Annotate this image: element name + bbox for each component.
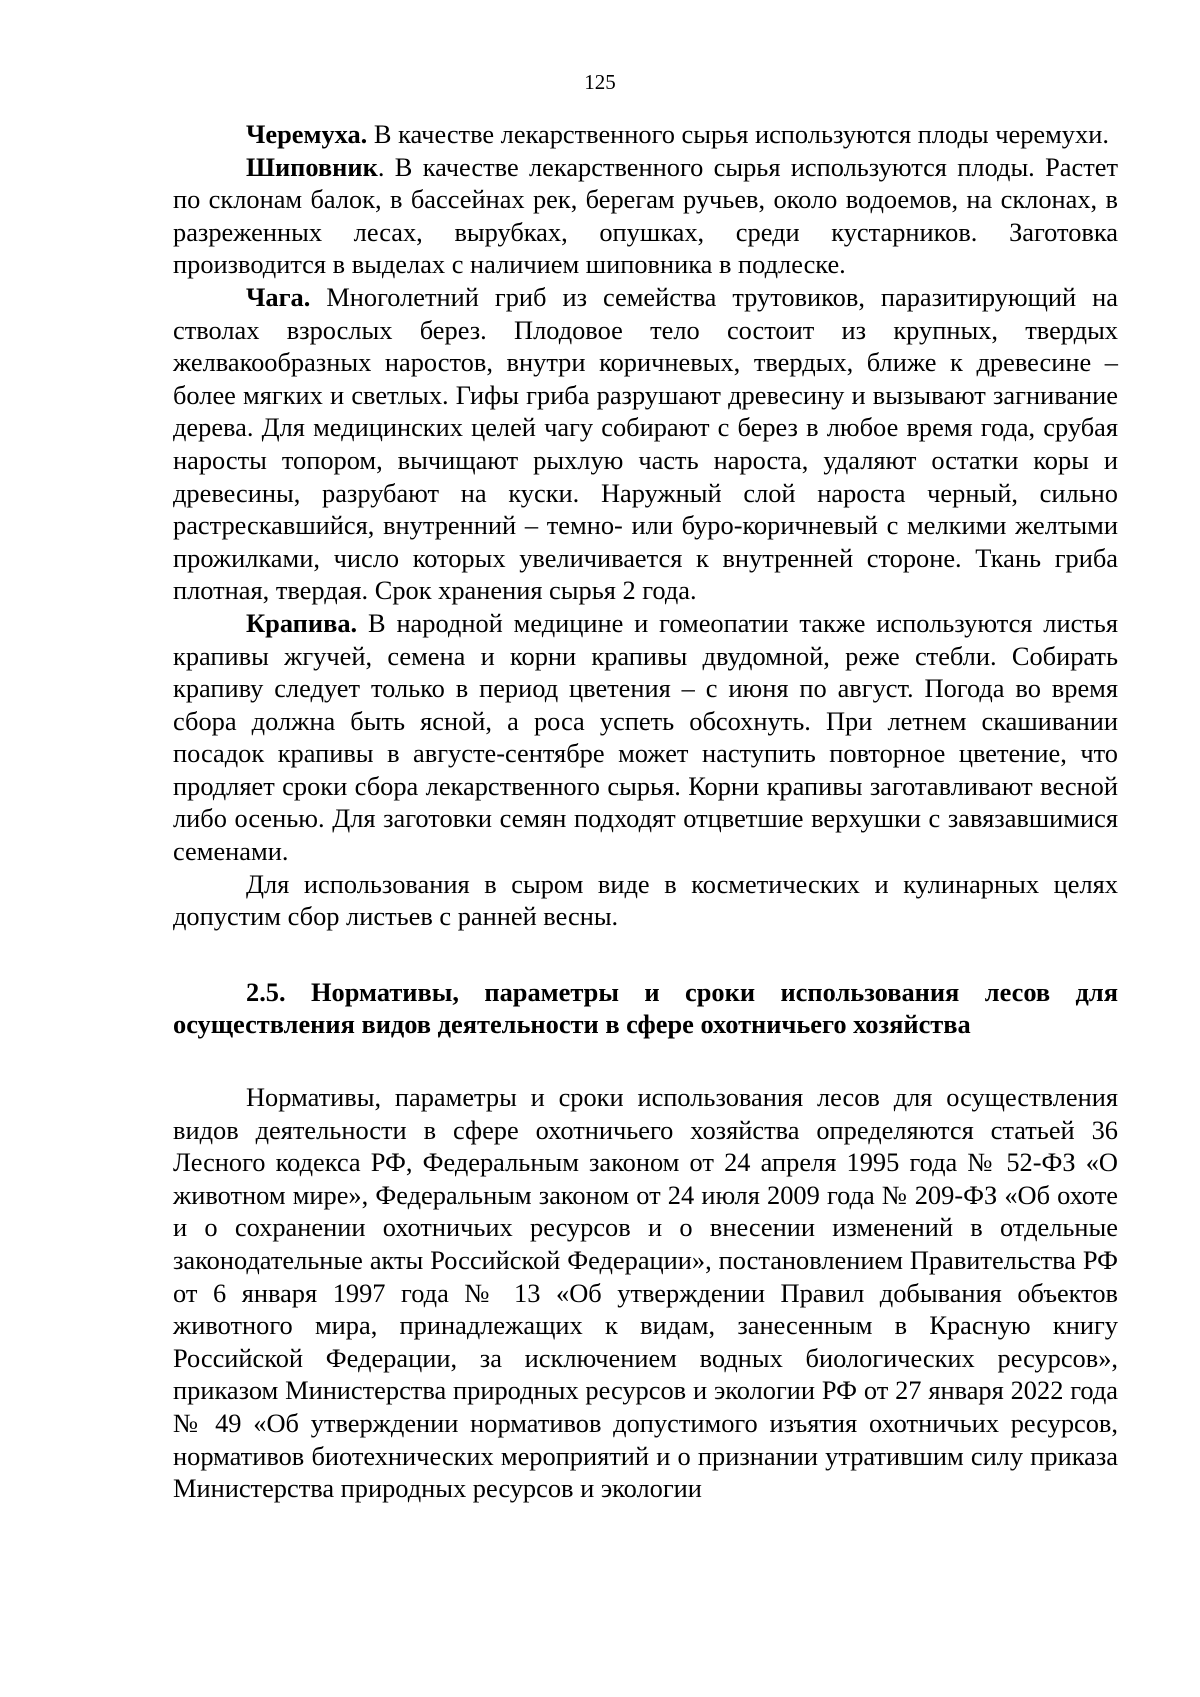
page-number: 125	[584, 70, 616, 94]
paragraph-cheremukha	[173, 118, 1118, 151]
term-chaga: Чага.	[246, 281, 311, 312]
paragraph-raw-use: Для использования в сыром виде в косметических и кулинарных целях допустим сбор листьев с ранней весны.	[173, 868, 1118, 932]
paragraph-text: . В качестве лекарственного сырья используются плоды. Растет по склонам балок, в бассейнах рек, берегам ручьев, около водоемов, на склонах, в разреженных лесах, вырубках, опушках, среди кустарников. Заготовка производится в выделах с наличием шиповника в подлеске.	[173, 151, 1118, 280]
paragraph-text: Многолетний гриб из семейства трутовиков, паразитирующий на стволах взрослых берез. Плодовое тело состоит из крупных, твердых желвакообразных наростов, внутри коричневых, твердых, ближе к древесине – более мягких и светлых. Гифы гриба разрушают древесину и вызывают загнивание дерева. Для медицинских целей чагу собирают с берез в любое время года, срубая наросты топором, вычищают рыхлую часть нароста, удаляют остатки коры и древесины, разрубают на куски. Наружный слой нароста черный, сильно растрескавшийся, внутренний – темно- или буро-коричневый с мелкими желтыми прожилками, число которых увеличивается к внутренней стороне. Ткань гриба плотная, твердая. Срок хранения сырья 2 года.	[173, 281, 1118, 606]
document-body	[173, 118, 1118, 1505]
paragraph-text: В качестве лекарственного сырья используются плоды черемухи.	[367, 119, 1109, 149]
section-heading: 2.5. Нормативы, параметры и сроки использования лесов для осуществления видов деятельности в сфере охотничьего хозяйства	[173, 976, 1118, 1040]
section-paragraph: Нормативы, параметры и сроки использования лесов для осуществления видов деятельности в сфере охотничьего хозяйства определяются статьей 36 Лесного кодекса РФ, Федеральным законом от 24 апреля 1995 года № 52-ФЗ «О животном мире», Федеральным законом от 24 июля 2009 года № 209-ФЗ «Об охоте и о сохранении охотничьих ресурсов и о внесении изменений в отдельные законодательные акты Российской Федерации», постановлением Правительства РФ от 6 января 1997 года № 13 «Об утверждении Правил добывания объектов животного мира, принадлежащих к видам, занесенным в Красную книгу Российской Федерации, за исключением водных биологических ресурсов», приказом Министерства природных ресурсов и экологии РФ от 27 января 2022 года № 49 «Об утверждении нормативов допустимого изъятия охотничьих ресурсов, нормативов биотехнических мероприятий и о признании утратившим силу приказа Министерства природных ресурсов и экологии	[173, 1082, 1118, 1504]
paragraph-krapiva	[173, 607, 1118, 868]
paragraph-text: В народной медицине и гомеопатии также используются листья крапивы жгучей, семена и корни крапивы двудомной, реже стебли. Собирать крапиву следует только в период цветения – с июня по август. Погода во время сбора должна быть ясной, а роса успеть обсохнуть. При летнем скашивании посадок крапивы в августе-сентябре может наступить повторное цветение, что продляет сроки сбора лекарственного сырья. Корни крапивы заготавливают весной либо осенью. Для заготовки семян подходят отцветшие верхушки с завязавшимися семенами.	[173, 607, 1118, 867]
paragraph-chaga	[173, 281, 1118, 607]
term-cheremukha: Черемуха.	[246, 119, 368, 149]
paragraph-shipovnik	[173, 151, 1118, 281]
term-shipovnik: Шиповник	[246, 151, 378, 182]
term-krapiva: Крапива.	[246, 607, 358, 638]
